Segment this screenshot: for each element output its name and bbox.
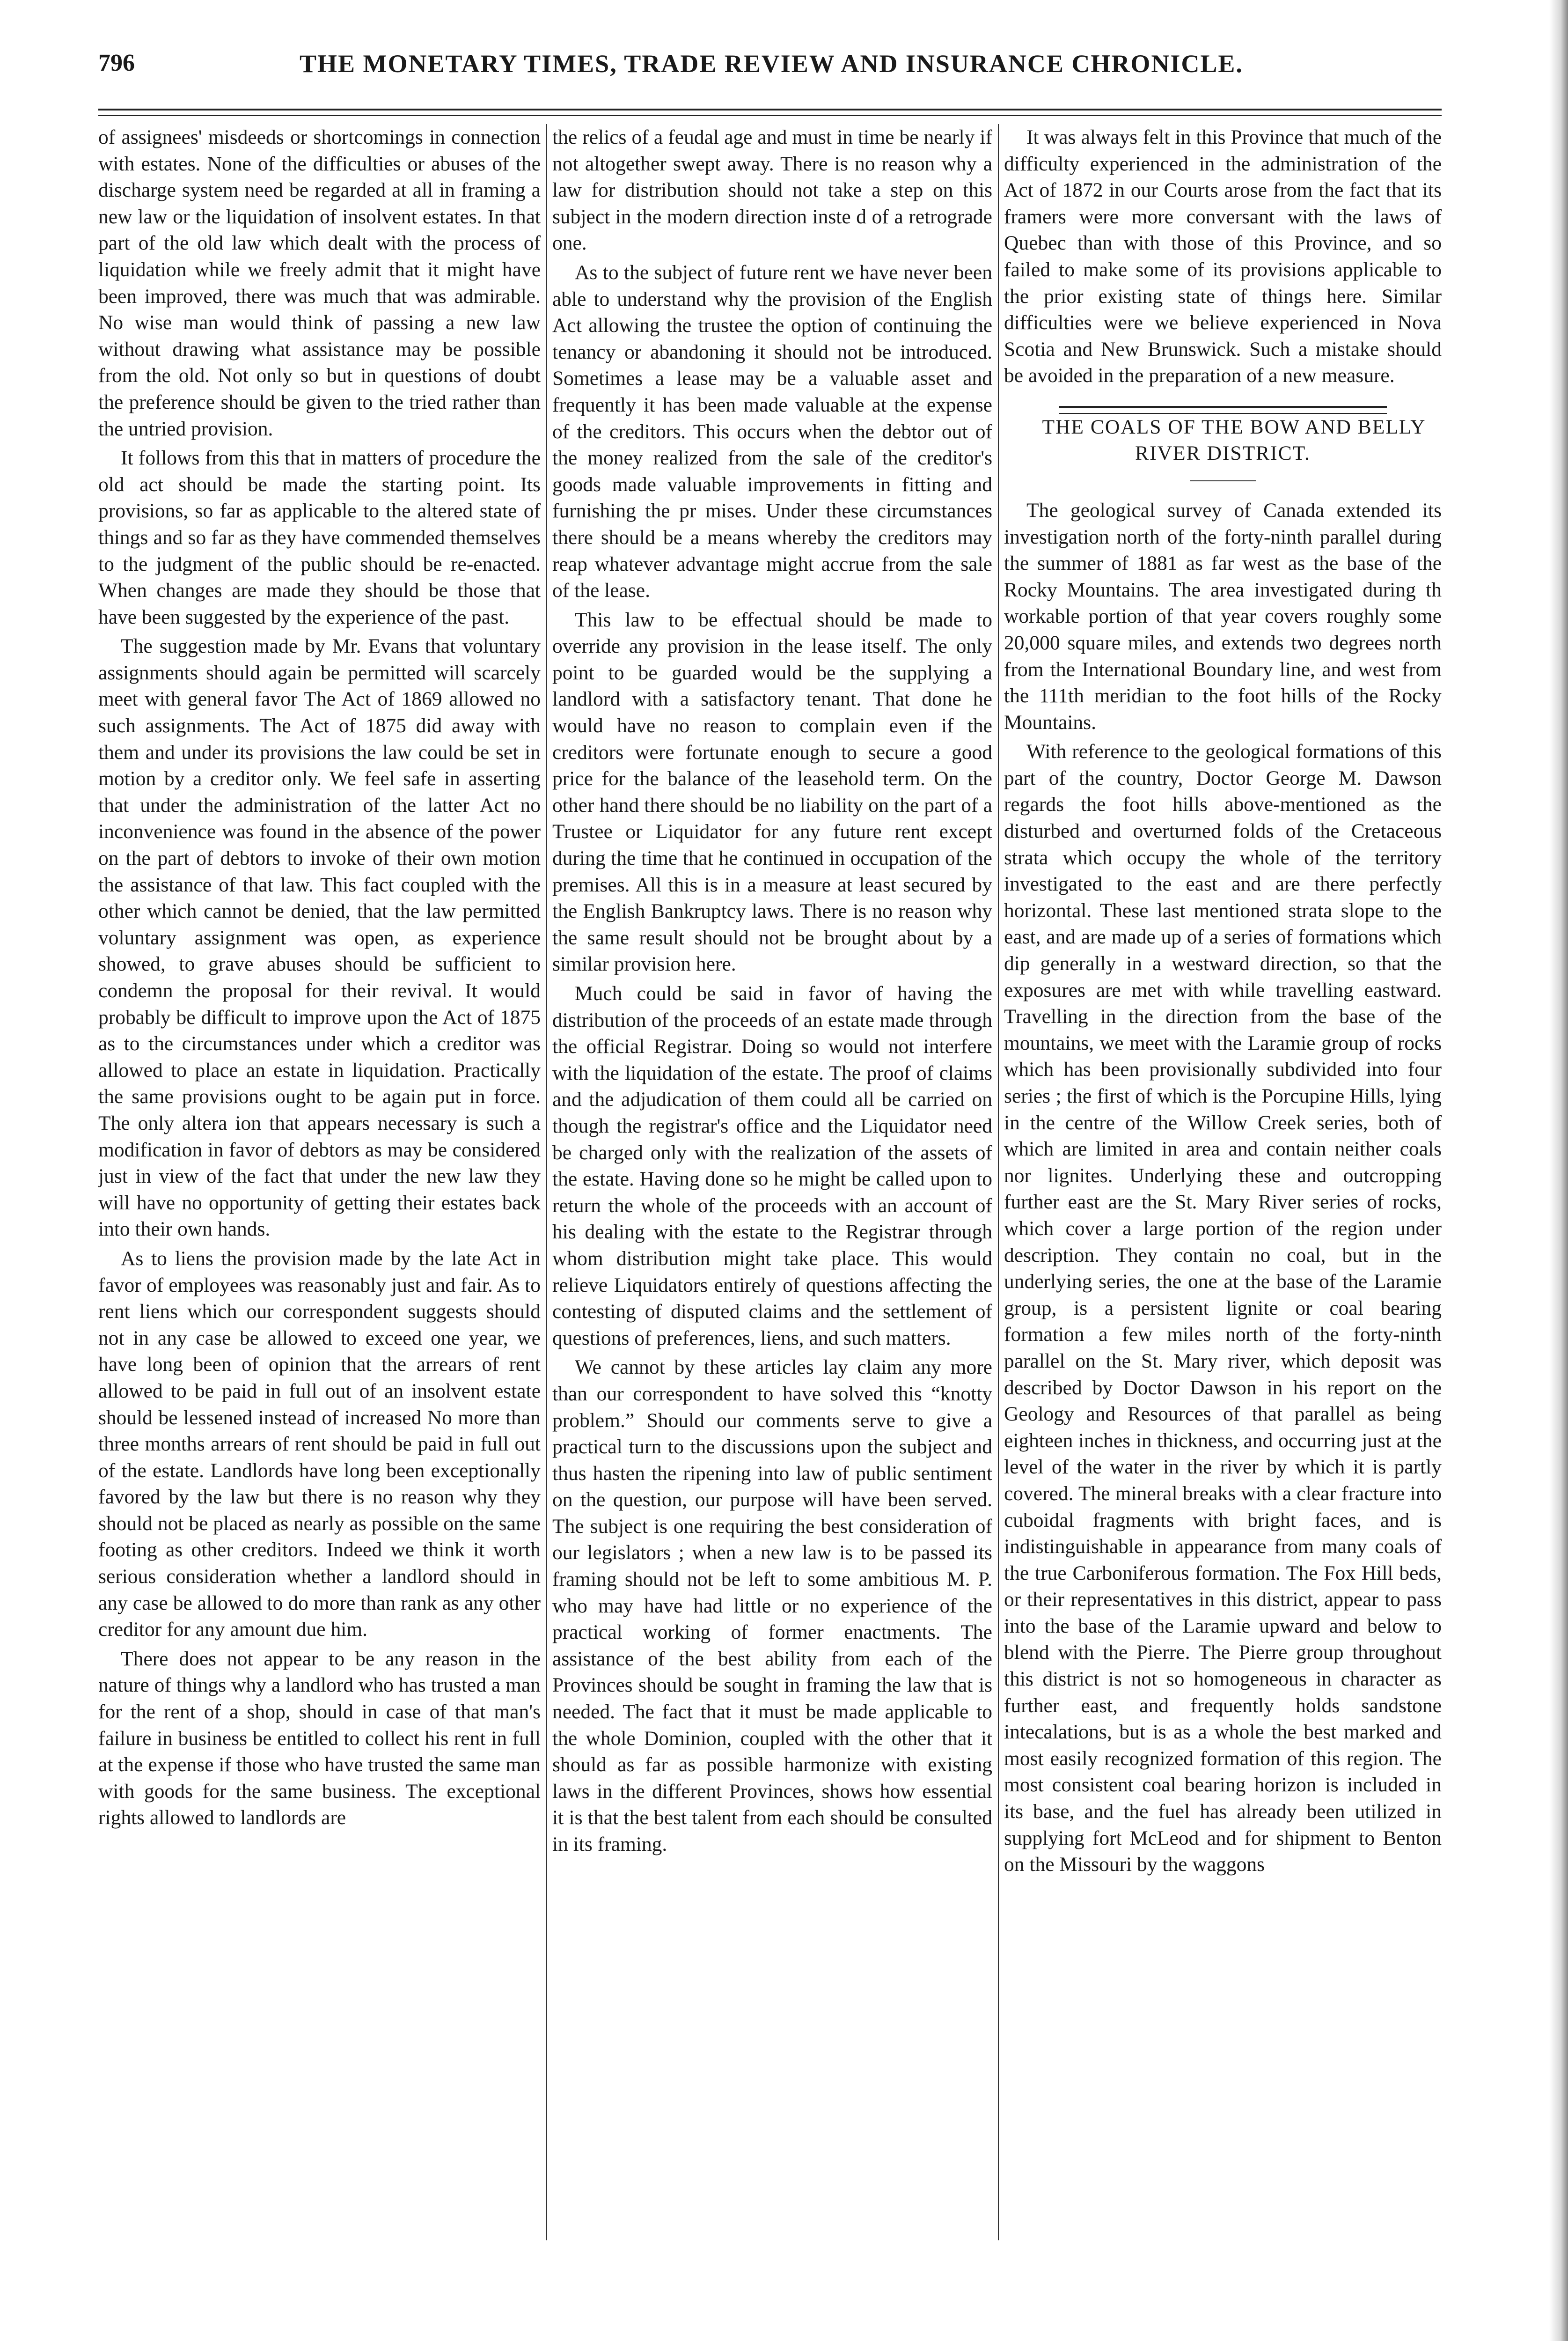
article-title: THE COALS OF THE BOW AND BELLY RIVER DISTRICT. [1042, 415, 1426, 464]
page-edge-shadow [1549, 0, 1568, 2341]
page-header [98, 44, 1442, 96]
paragraph: We cannot by these articles lay claim any more than our correspondent to have solved this “knotty problem.” Should our comments serve to give a practical turn to the discussions upon the subject and thus hasten the ripening into law of public sentiment on the question, our purpose will have been served. The subject is one requiring the best consideration of our legislators ; when a new law is to be passed its framing should not be left to some ambitious M. P. who may have had little or no experience of the practical working of former enactments. The assistance of the best ability from each of the Provinces should be sought in framing the law that is needed. The fact that it must be made applicable to the whole Dominion, coupled with the other that it should as far as possible harmonize with existing laws in the different Provinces, shows how essential it is that the best talent from each should be consulted in its framing. [552, 1356, 992, 1855]
column-divider [546, 124, 547, 2240]
paragraph: of assignees' misdeeds or shortcomings in connection with estates. None of the difficulties or abuses of the discharge system need be regarded at all in framing a new law or the liquidation of insolvent estates. In that part of the old law which dealt with the process of liquidation while we freely admit that it might have been improved, there was much that was admirable. No wise man would think of passing a new law without drawing what assistance may be possible from the old. Not only so but in questions of doubt the preference should be given to the tried rather than the untried provision. [98, 126, 541, 440]
paragraph: As to the subject of future rent we have never been able to understand why the provision of the English Act allowing the trustee the option of continuing the tenancy or abandoning it should not be introduced. Sometimes a lease may be a valuable asset and frequently it has been made valuable at the expense of the creditors. This occurs when the debtor out of the money realized from the sale of the creditor's goods made valuable improvements in fitting and furnishing the pr mises. Under these circumstances there should be a means whereby the creditors may reap whatever advantage might accrue from the sale of the lease. [552, 261, 992, 602]
header-rule-thin [98, 115, 1442, 116]
column-3 [1004, 124, 1442, 2240]
paragraph: the relics of a feudal age and must in time be nearly if not altogether swept away. There is no reason why a law for distribution should not take a step on this subject in the modern direction inste d of a retrograde one. [552, 126, 992, 255]
column-1 [98, 124, 541, 2240]
paragraph: As to liens the provision made by the late Act in favor of employees was reasonably just and fair. As to rent liens which our correspondent suggests should not in any case be allowed to exceed one year, we have long been of opinion that the arrears of rent allowed to be paid in full out of an insolvent estate should be lessened instead of increased No more than three months arrears of rent should be paid in full out of the estate. Landlords have long been exceptionally favored by the law but there is no reason why they should not be placed as nearly as possible on the same footing as other creditors. Indeed we think it worth serious consideration whether a landlord should in any case be allowed to do more than rank as any other creditor for any amount due him. [98, 1247, 541, 1641]
paragraph: It was always felt in this Province that much of the difficulty experienced in the administration of the Act of 1872 in our Courts arose from the fact that its framers were more conversant with the laws of Quebec than with those of this Province, and so failed to make some of its provisions applicable to the prior existing state of things here. Similar difficulties were we believe experienced in Nova Scotia and New Brunswick. Such a mistake should be avoided in the preparation of a new measure. [1004, 126, 1442, 387]
paragraph: The geological survey of Canada extended its investigation north of the forty-ninth parallel during the summer of 1881 as far west as the base of the Rocky Mountains. The area investigated during th workable portion of that year covers roughly some 20,000 square miles, and extends two degrees north from the International Boundary line, and west from the 111th meridian to the foot hills of the Rocky Mountains. [1004, 499, 1442, 734]
title-rule [1190, 480, 1256, 481]
column-divider [998, 124, 999, 2240]
running-head: THE MONETARY TIMES, TRADE REVIEW AND INSURANCE CHRONICLE. [300, 50, 1243, 78]
paragraph: This law to be effectual should be made to override any provision in the lease itself. The only point to be guarded would be the supplying a landlord with a satisfactory tenant. That done he would have no reason to complain even if the creditors were fortunate enough to secure a good price for the balance of the leasehold term. On the other hand there should be no liability on the part of a Trustee or Liquidator for any future rent except during the time that he continued in occupation of the premises. All this is in a measure at least secured by the English Bankruptcy laws. There is no reason why the same result should not be brought about by a similar provision here. [552, 608, 992, 976]
paragraph: There does not appear to be any reason in the nature of things why a landlord who has trusted a man for the rent of a shop, should in case of that man's failure in business be entitled to collect his rent in full at the expense if those who have trusted the same man with goods for the same business. The exceptional rights allowed to landlords are [98, 1647, 541, 1829]
section-divider [1059, 406, 1387, 414]
column-2 [552, 124, 992, 2240]
page-number: 796 [98, 50, 135, 76]
paragraph: It follows from this that in matters of procedure the old act should be made the starting point. Its provisions, so far as applicable to the altered state of things and so far as they have commended themselves to the judgment of the public should be re-enacted. When changes are made they should be those that have been suggested by the experience of the past. [98, 447, 541, 628]
paragraph: The suggestion made by Mr. Evans that voluntary assignments should again be permitted will scarcely meet with general favor The Act of 1869 allowed no such assignments. The Act of 1875 did away with them and under its provisions the law could be set in motion by a creditor only. We feel safe in asserting that under the administration of the latter Act no inconvenience was found in the absence of the power on the part of debtors to invoke of their own motion the assistance of that law. This fact coupled with the other which cannot be denied, that the law permitted voluntary assignment was open, as experience showed, to grave abuses should be sufficient to condemn the proposal for their revival. It would probably be difficult to improve upon the Act of 1875 as to the circumstances under which a creditor was allowed to place an estate in liquidation. Practically the same provisions ought to be again put in force. The only altera ion that appears necessary is such a modification in favor of debtors as may be considered just in view of the fact that under the new law they will have no opportunity of getting their estates back into their own hands. [98, 635, 541, 1241]
paragraph: Much could be said in favor of having the distribution of the proceeds of an estate made through the official Registrar. Doing so would not interfere with the liquidation of the estate. The proof of claims and the adjudication of them could all be carried on though the registrar's office and the Liquidator need be charged only with the realization of the assets of the estate. Having done so he might be called upon to return the whole of the proceeds with an account of his dealing with the estate to the Registrar through whom distribution might take place. This would relieve Liquidators entirely of questions affecting the contesting of disputed claims and the settlement of questions of preferences, liens, and such matters. [552, 982, 992, 1349]
header-rule [98, 109, 1442, 110]
paragraph: With reference to the geological formations of this part of the country, Doctor George M. Dawson regards the foot hills above-mentioned as the disturbed and overturned folds of the Cretaceous strata which occupy the whole of the territory investigated to the east and are there perfectly horizontal. These last mentioned strata slope to the east, and are made up of a series of formations which dip generally in a westward direction, so that the exposures are met with while travelling eastward. Travelling in the direction from the base of the mountains, we meet with the Laramie group of rocks which has been provisionally subdivided into four series ; the first of which is the Porcupine Hills, lying in the centre of the Willow Creek series, both of which are limited in area and contain neither coals nor lignites. Underlying these and outcropping further east are the St. Mary River series of rocks, which cover a large portion of the region under description. They contain no coal, but in the underlying series, the one at the base of the Laramie group, is a persistent lignite or coal bearing formation a few miles north of the forty-ninth parallel on the St. Mary river, which deposit was described by Doctor Dawson in his report on the Geology and Resources of that parallel as being eighteen inches in thickness, and occurring just at the level of the water in the river by which it is partly covered. The mineral breaks with a clear fracture into cuboidal fragments with bright faces, and is indistinguishable in appearance from many coals of the true Carboniferous formation. The Fox Hill beds, or their representatives in this district, appear to pass into the base of the Laramie upward and below to blend with the Pierre. The Pierre group throughout this district is not so homogeneous in character as further east, and frequently holds sandstone intecalations, but is as a whole the best marked and most easily recognized formation of this region. The most consistent coal bearing horizon is included in its base, and the fuel has already been utilized in supplying fort McLeod and for shipment to Benton on the Missouri by the waggons [1004, 740, 1442, 1876]
